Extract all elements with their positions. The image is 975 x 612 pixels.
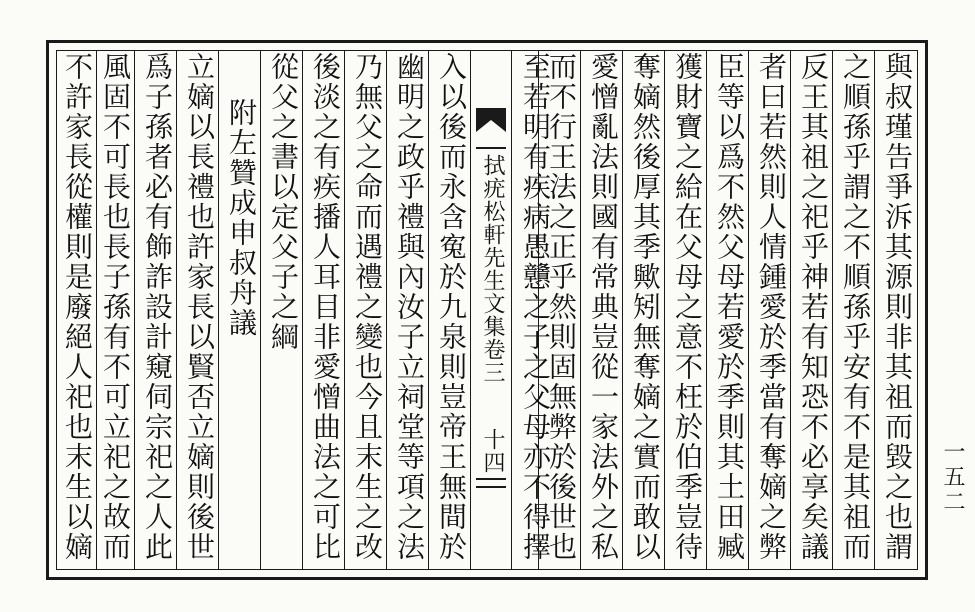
text-column-7: 奪嫡然後厚其季歟矧無奪嫡之實而敢以 bbox=[629, 52, 662, 562]
column-rule bbox=[260, 50, 261, 570]
text-column-4: 者曰若然則人情鍾愛於季當有奪嫡之弊 bbox=[755, 52, 788, 562]
column-rule bbox=[832, 50, 833, 570]
text-column-14: 後淡之有疾播人耳目非愛憎曲法之可比 bbox=[309, 52, 342, 562]
column-rule bbox=[748, 50, 749, 570]
text-column-13: 乃無父之命而遇禮之變也今且末生之改 bbox=[351, 52, 384, 562]
column-rule bbox=[386, 50, 387, 570]
text-column-19: 爲子孫者必有飾詐設計窺伺宗祀之人此 bbox=[141, 52, 174, 562]
text-column-5: 臣等以爲不然父母若愛於季則其土田臧 bbox=[713, 52, 746, 562]
text-column-9: 而不行王法之正乎然則固無弊於後世也 bbox=[545, 52, 578, 562]
sheet-number: 一五二 bbox=[940, 440, 965, 515]
column-rule bbox=[706, 50, 707, 570]
fishtail-bottom-mark bbox=[476, 478, 506, 488]
text-column-18: 立嫡以長禮也許家長以賢否立嫡則後世 bbox=[183, 52, 216, 562]
text-column-12: 幽明之政乎禮與內汝子立祠堂等項之法 bbox=[393, 52, 426, 562]
column-rule bbox=[790, 50, 791, 570]
column-rule bbox=[664, 50, 665, 570]
column-rule bbox=[134, 50, 135, 570]
text-column-17: 附左贊成申叔舟議 bbox=[225, 98, 258, 338]
text-column-6: 獲財寶之給在父母之意不枉於伯季豈待 bbox=[671, 52, 704, 562]
fishtail-mark-icon bbox=[476, 108, 506, 154]
text-column-11: 入以後而永含寃於九泉則豈帝王無間於 bbox=[435, 52, 468, 562]
column-rule bbox=[428, 50, 429, 570]
text-column-1: 與叔瑾告爭泝其源則非其祖而毀之也謂 bbox=[881, 52, 914, 562]
text-column-8: 愛憎亂法則國有常典豈從一家法外之私 bbox=[587, 52, 620, 562]
text-column-21: 不許家長從權則是廢絕人祀也末生以嫡 bbox=[61, 52, 94, 562]
text-column-20: 風固不可長也長子孫有不可立祀之故而 bbox=[99, 52, 132, 562]
text-column-2: 之順孫乎謂之不順孫乎安有不是其祖而 bbox=[839, 52, 872, 562]
column-rule bbox=[874, 50, 875, 570]
column-rule bbox=[580, 50, 581, 570]
column-rule bbox=[176, 50, 177, 570]
folio-page-number: 十四 bbox=[480, 428, 505, 474]
column-rule bbox=[302, 50, 303, 570]
column-rule bbox=[218, 50, 219, 570]
column-rule bbox=[622, 50, 623, 570]
text-column-10: 至若明有疾病愚戇之子之父母亦不得擇 bbox=[519, 52, 552, 562]
book-title: 拭疣松軒先生文集卷三 bbox=[480, 154, 505, 384]
text-column-3: 反王其祖之祀乎神若有知恐不必享矣議 bbox=[797, 52, 830, 562]
column-rule bbox=[344, 50, 345, 570]
text-column-15: 從父之書以定父子之綱 bbox=[267, 52, 300, 352]
